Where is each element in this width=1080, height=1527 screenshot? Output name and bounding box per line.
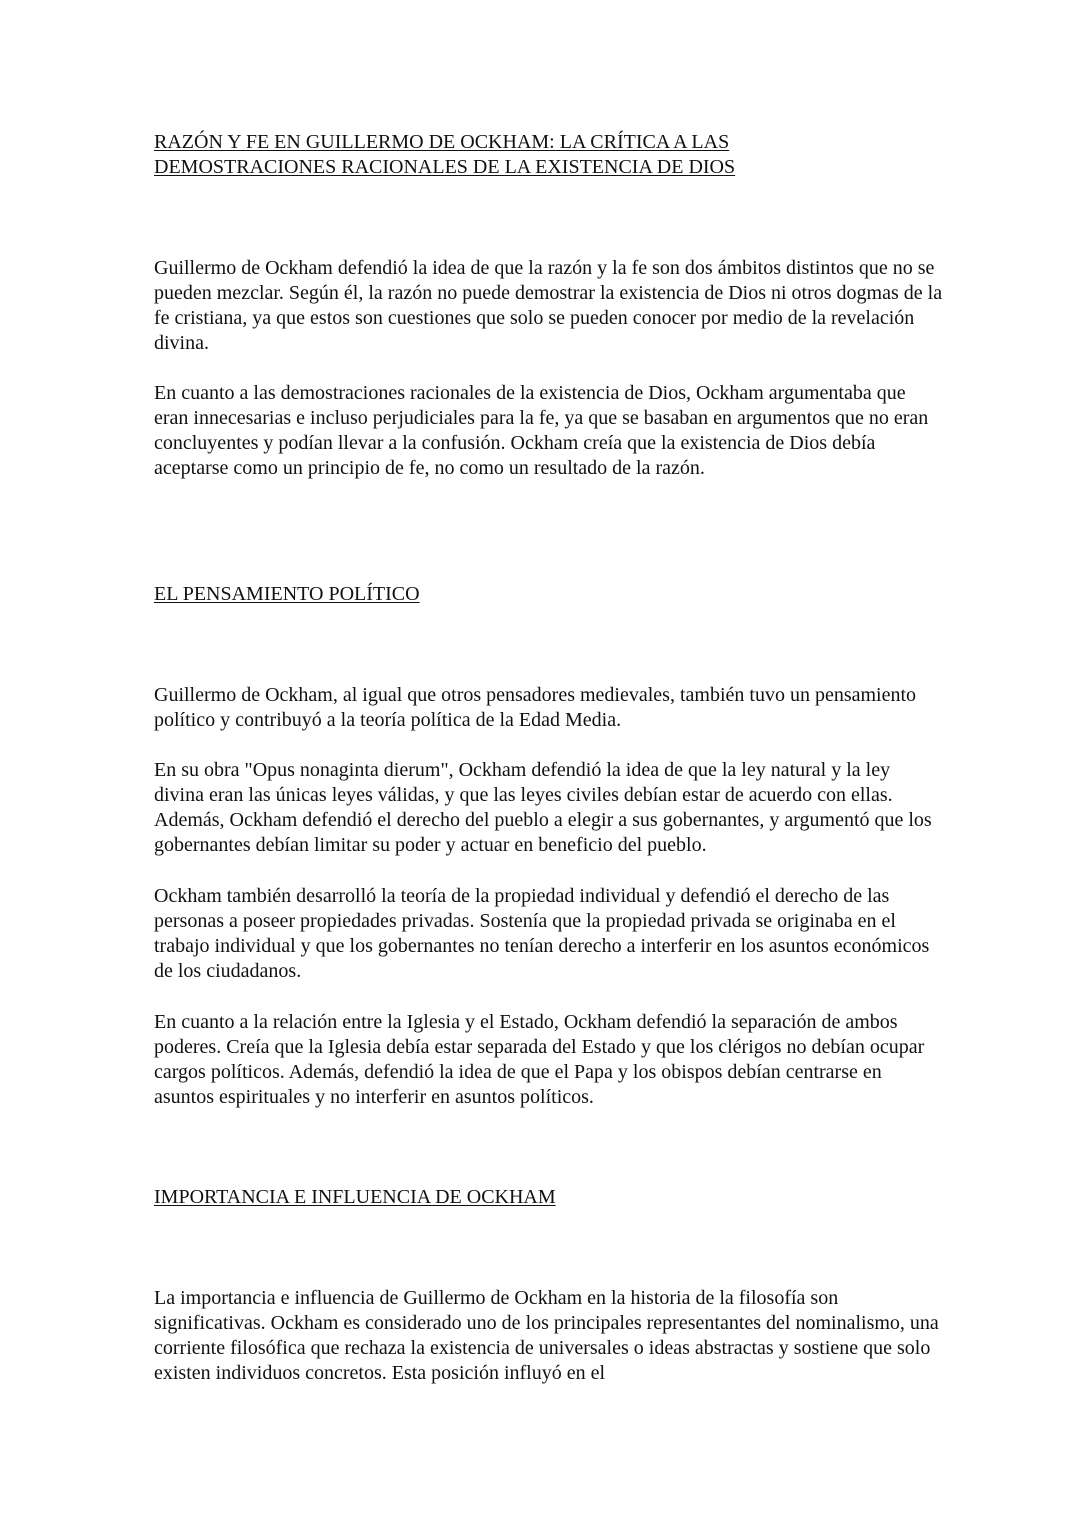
paragraph: Guillermo de Ockham, al igual que otros pensadores medievales, también tuvo un pensamiento político y contribuyó a la teoría política de la Edad Media. [154, 684, 917, 731]
paragraph: En cuanto a las demostraciones racionales de la existencia de Dios, Ockham argumentaba que eran innecesarias e incluso perjudiciales para la fe, ya que se basaban en argumentos que no eran concluyentes y podían llevar a la confusión. Ockham creía que la existencia de Dios debía aceptarse como un principio de fe, no como un resultado de la razón. [154, 382, 929, 479]
paragraph: Ockham también desarrolló la teoría de la propiedad individual y defendió el derecho de las personas a poseer propiedades privadas. Sostenía que la propiedad privada se originaba en el trabajo individual y que los gobernantes no tenían derecho a interferir en los asuntos económicos de los ciudadanos. [154, 885, 930, 982]
paragraph: En cuanto a la relación entre la Iglesia y el Estado, Ockham defendió la separación de ambos poderes. Creía que la Iglesia debía estar separada del Estado y que los clérigos no debían ocupar cargos políticos. Además, defendió la idea de que el Papa y los obispos debían centrarse en asuntos espirituales y no interferir en asuntos políticos. [154, 1011, 925, 1108]
paragraph: La importancia e influencia de Guillermo de Ockham en la historia de la filosofía son significativas. Ockham es considerado uno de los principales representantes del nominalismo, una corriente filosófica que rechaza la existencia de universales o ideas abstractas y sostiene que solo existen individuos concretos. Esta posición influyó en el [154, 1287, 939, 1384]
heading-line: DEMOSTRACIONES RACIONALES DE LA EXISTENCIA DE DIOS [154, 156, 736, 178]
section-heading-razon-y-fe [154, 130, 944, 180]
heading-line: IMPORTANCIA E INFLUENCIA DE OCKHAM [154, 1186, 556, 1208]
section-heading-importancia [154, 1185, 944, 1210]
paragraph: En su obra "Opus nonaginta dierum", Ockham defendió la idea de que la ley natural y la ley divina eran las únicas leyes válidas, y que las leyes civiles debían estar de acuerdo con ellas. Además, Ockham defendió el derecho del pueblo a elegir a sus gobernantes, y argumentó que los gobernantes debían limitar su poder y actuar en beneficio del pueblo. [154, 759, 932, 856]
heading-line: EL PENSAMIENTO POLÍTICO [154, 583, 420, 605]
paragraph: Guillermo de Ockham defendió la idea de que la razón y la fe son dos ámbitos distintos que no se pueden mezclar. Según él, la razón no puede demostrar la existencia de Dios ni otros dogmas de la fe cristiana, ya que estos son cuestiones que solo se pueden conocer por medio de la revelación divina. [154, 257, 943, 354]
heading-line: RAZÓN Y FE EN GUILLERMO DE OCKHAM: LA CRÍTICA A LAS [154, 131, 730, 153]
section-heading-pensamiento-politico [154, 582, 944, 607]
